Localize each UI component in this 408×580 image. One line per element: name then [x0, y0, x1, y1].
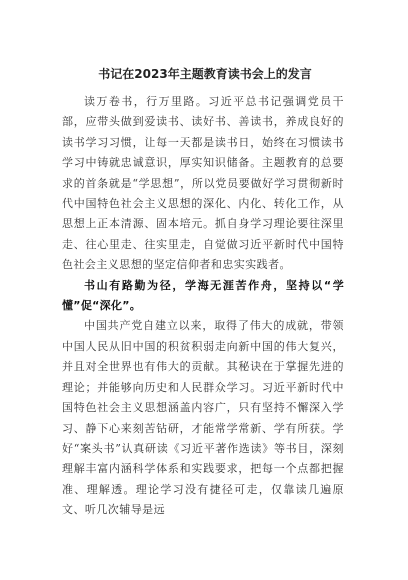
- body-paragraph: 中国共产党自建立以来，取得了伟大的成就，带领中国人民从旧中国的积贫积弱走向新中国的伟大复兴，并且对全世界也有伟大的贡献。其秘诀在于掌握先进的理论；并能够向历史和人民群众学习。习近平新时代中国特色社会主义思想涵盖内容广，只有坚持不懈深入学习、静下心来刻苦钻研，才能常学常新、学有所获。学好“案头书”认真研读《习近平著作选读》等书目，深刻理解丰富内涵科学体系和实践要求，把每一个点都把握准、理解透。理论学习没有捷径可走，仅靠读几遍原文、听几次辅导是远: [62, 319, 344, 517]
- section-heading: 书山有路勤为径，学海无涯苦作舟，坚持以“学懂”促“深化”。: [62, 278, 344, 313]
- document-title: 书记在2023年主题教育读书会上的发言: [98, 67, 312, 81]
- document-body: [62, 92, 344, 521]
- body-paragraph: 读万卷书，行万里路。习近平总书记强调党员干部，应带头做到爱读书、读好书、善读书，养成良好的读书学习习惯，让每一天都是读书日，始终在习惯读书学习中铸就忠诚意识，厚实知识储备。主题教育的总要求的首条就是“学思想”，所以党员要做好学习贯彻新时代中国特色社会主义思想的深化、内化、转化工作，从思想上正本清源、固本培元。抓自身学习理论要往深里走、往心里走、往实里走，自觉做习近平新时代中国特色社会主义思想的坚定信仰者和忠实实践者。: [62, 95, 344, 272]
